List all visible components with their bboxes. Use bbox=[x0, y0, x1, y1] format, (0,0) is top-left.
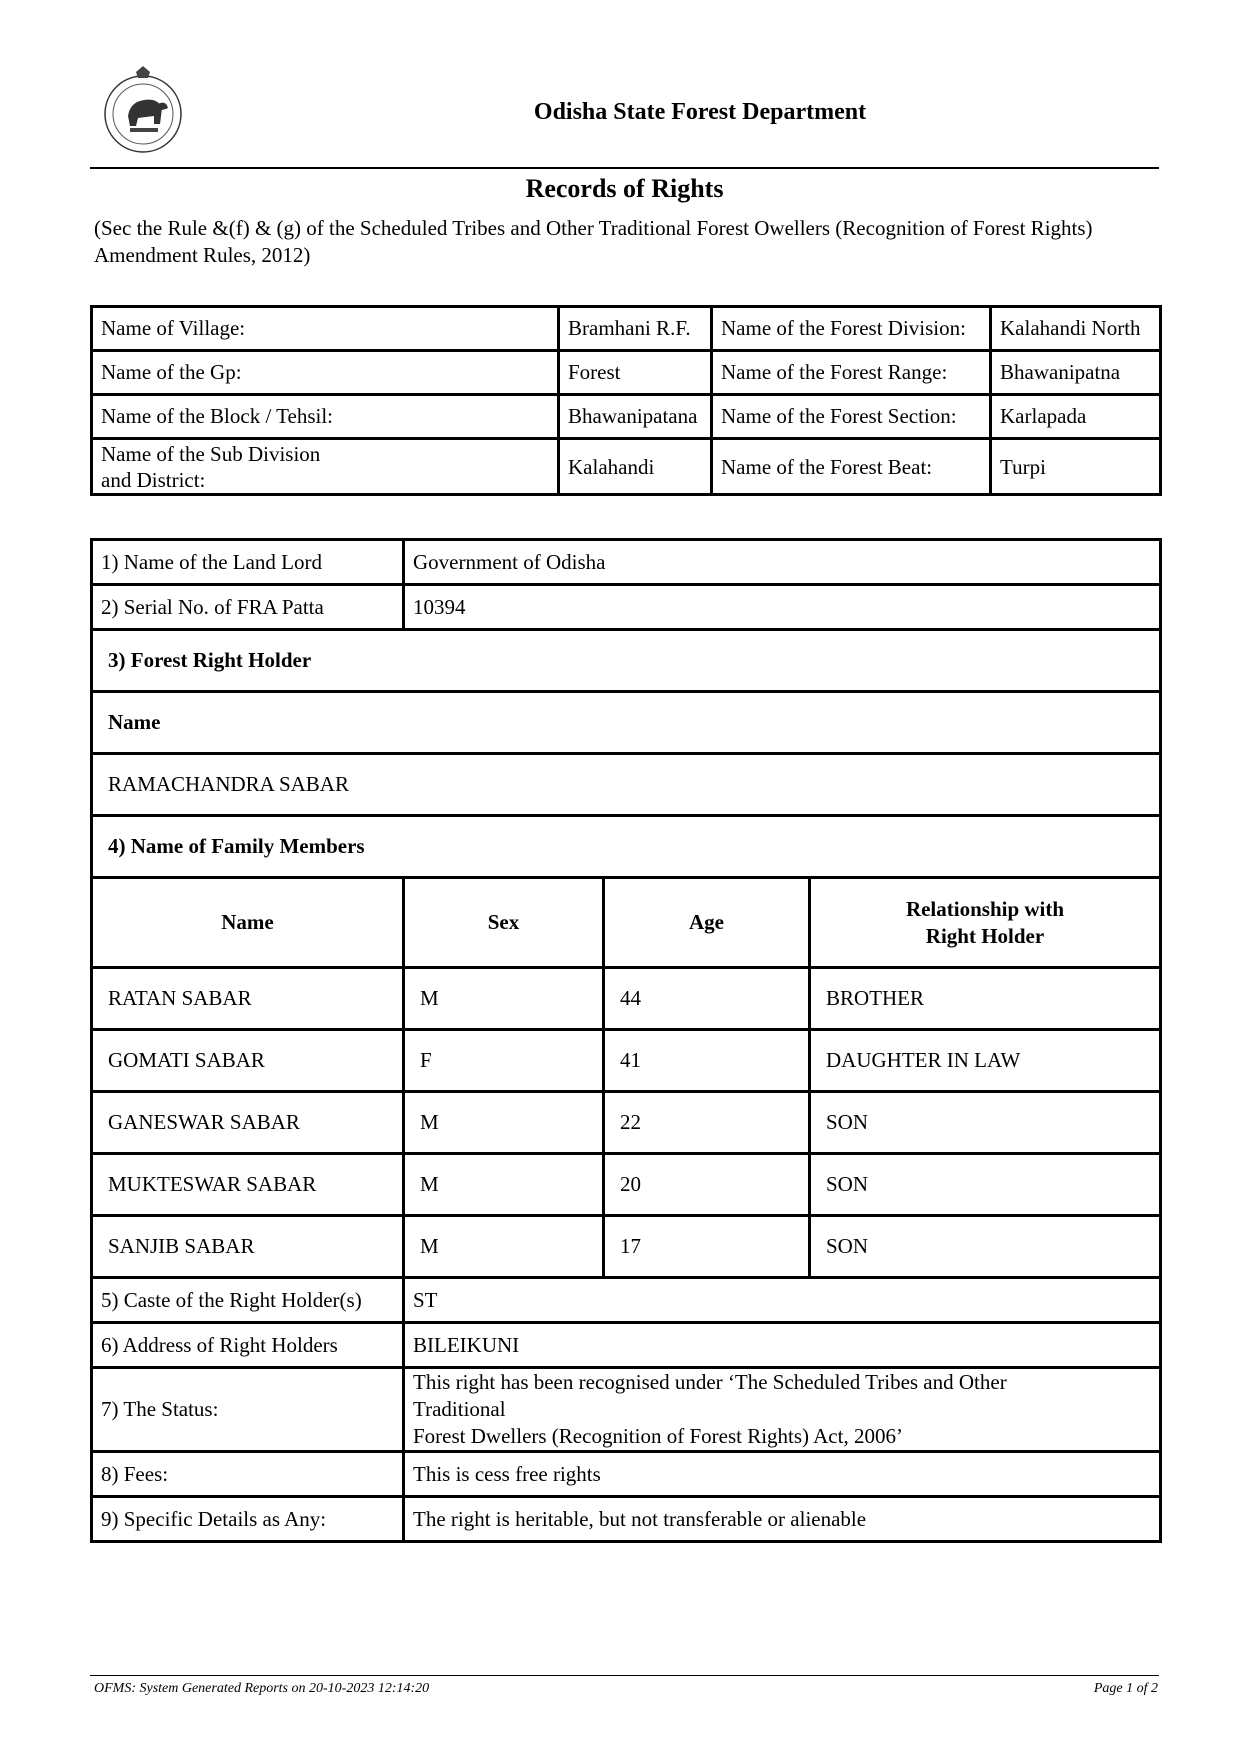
fees-label: 8) Fees: bbox=[92, 1452, 404, 1497]
sub-division-value: Kalahandi bbox=[559, 439, 712, 495]
fees-value: This is cess free rights bbox=[404, 1452, 1161, 1497]
status-line: Forest Dwellers (Recognition of Forest Rights) Act, 2006’ bbox=[413, 1424, 903, 1448]
table-row bbox=[92, 439, 1161, 495]
serial-label: 2) Serial No. of FRA Patta bbox=[92, 585, 404, 630]
table-row bbox=[92, 1368, 1161, 1452]
column-header-age: Age bbox=[604, 878, 810, 968]
gp-label: Name of the Gp: bbox=[92, 351, 559, 395]
address-value: BILEIKUNI bbox=[404, 1323, 1161, 1368]
member-name: RATAN SABAR bbox=[92, 968, 404, 1030]
status-line: Traditional bbox=[413, 1397, 506, 1421]
table-row bbox=[92, 1323, 1161, 1368]
member-sex: M bbox=[404, 1216, 604, 1278]
table-row bbox=[92, 1030, 1161, 1092]
forest-range-value: Bhawanipatna bbox=[991, 351, 1161, 395]
footer-divider bbox=[90, 1675, 1159, 1676]
table-row bbox=[92, 351, 1161, 395]
block-label: Name of the Block / Tehsil: bbox=[92, 395, 559, 439]
member-sex: M bbox=[404, 1092, 604, 1154]
member-relation: BROTHER bbox=[810, 968, 1161, 1030]
village-label: Name of Village: bbox=[92, 307, 559, 351]
block-value: Bhawanipatana bbox=[559, 395, 712, 439]
table-row bbox=[92, 1497, 1161, 1542]
land-lord-value: Government of Odisha bbox=[404, 540, 1161, 585]
column-header-name: Name bbox=[92, 878, 404, 968]
forest-section-value: Karlapada bbox=[991, 395, 1161, 439]
member-sex: M bbox=[404, 968, 604, 1030]
forest-range-label: Name of the Forest Range: bbox=[712, 351, 991, 395]
member-age: 41 bbox=[604, 1030, 810, 1092]
table-row bbox=[92, 585, 1161, 630]
table-row bbox=[92, 968, 1161, 1030]
table-row bbox=[92, 1278, 1161, 1323]
column-header-sex: Sex bbox=[404, 878, 604, 968]
forest-beat-value: Turpi bbox=[991, 439, 1161, 495]
table-row bbox=[92, 630, 1161, 692]
member-age: 22 bbox=[604, 1092, 810, 1154]
table-row bbox=[92, 307, 1161, 351]
document-title: Records of Rights bbox=[525, 174, 724, 203]
member-relation: DAUGHTER IN LAW bbox=[810, 1030, 1161, 1092]
table-row bbox=[92, 1154, 1161, 1216]
holder-name-value: RAMACHANDRA SABAR bbox=[92, 754, 1161, 816]
header-divider bbox=[90, 167, 1159, 169]
sub-division-label bbox=[92, 439, 559, 495]
member-age: 20 bbox=[604, 1154, 810, 1216]
table-row bbox=[92, 1452, 1161, 1497]
generated-timestamp: OFMS: System Generated Reports on 20-10-2023 12:14:20 bbox=[94, 1681, 430, 1696]
forest-right-holder-heading: 3) Forest Right Holder bbox=[92, 630, 1161, 692]
member-name: SANJIB SABAR bbox=[92, 1216, 404, 1278]
family-members-heading: 4) Name of Family Members bbox=[92, 816, 1161, 878]
member-name: MUKTESWAR SABAR bbox=[92, 1154, 404, 1216]
land-lord-label: 1) Name of the Land Lord bbox=[92, 540, 404, 585]
table-row bbox=[92, 692, 1161, 754]
serial-value: 10394 bbox=[404, 585, 1161, 630]
member-relation: SON bbox=[810, 1092, 1161, 1154]
rights-record-table bbox=[90, 538, 1162, 1543]
member-name: GANESWAR SABAR bbox=[92, 1092, 404, 1154]
sub-division-label-text: Name of the Sub Division and District: bbox=[101, 441, 321, 492]
odisha-emblem-icon bbox=[100, 64, 186, 158]
table-row bbox=[92, 540, 1161, 585]
forest-division-label: Name of the Forest Division: bbox=[712, 307, 991, 351]
table-row bbox=[92, 816, 1161, 878]
column-header-relationship bbox=[810, 878, 1161, 968]
village-value: Bramhani R.F. bbox=[559, 307, 712, 351]
forest-beat-label: Name of the Forest Beat: bbox=[712, 439, 991, 495]
department-name: Odisha State Forest Department bbox=[533, 99, 867, 125]
member-relation: SON bbox=[810, 1216, 1161, 1278]
gp-value: Forest bbox=[559, 351, 712, 395]
status-line: This right has been recognised under ‘The Scheduled Tribes and Other bbox=[413, 1370, 1007, 1394]
address-label: 6) Address of Right Holders bbox=[92, 1323, 404, 1368]
holder-name-label: Name bbox=[92, 692, 1161, 754]
forest-section-label: Name of the Forest Section: bbox=[712, 395, 991, 439]
table-row bbox=[92, 395, 1161, 439]
member-name: GOMATI SABAR bbox=[92, 1030, 404, 1092]
document-subtitle: (Sec the Rule &(f) & (g) of the Scheduled Tribes and Other Traditional Forest Owellers (Recognition of Forest Rights) Amendment Rules, 2012) bbox=[94, 216, 1093, 267]
caste-value: ST bbox=[404, 1278, 1161, 1323]
forest-division-value: Kalahandi North bbox=[991, 307, 1161, 351]
location-table bbox=[90, 305, 1162, 496]
family-header-row bbox=[92, 878, 1161, 968]
page-number: Page 1 of 2 bbox=[1093, 1681, 1158, 1696]
member-age: 17 bbox=[604, 1216, 810, 1278]
member-sex: F bbox=[404, 1030, 604, 1092]
member-relation: SON bbox=[810, 1154, 1161, 1216]
status-value bbox=[404, 1368, 1161, 1452]
table-row bbox=[92, 1092, 1161, 1154]
column-header-relationship-text: Relationship with Right Holder bbox=[905, 896, 1065, 948]
caste-label: 5) Caste of the Right Holder(s) bbox=[92, 1278, 404, 1323]
table-row bbox=[92, 754, 1161, 816]
details-label: 9) Specific Details as Any: bbox=[92, 1497, 404, 1542]
table-row bbox=[92, 1216, 1161, 1278]
status-label: 7) The Status: bbox=[92, 1368, 404, 1452]
member-sex: M bbox=[404, 1154, 604, 1216]
details-value: The right is heritable, but not transferable or alienable bbox=[404, 1497, 1161, 1542]
member-age: 44 bbox=[604, 968, 810, 1030]
